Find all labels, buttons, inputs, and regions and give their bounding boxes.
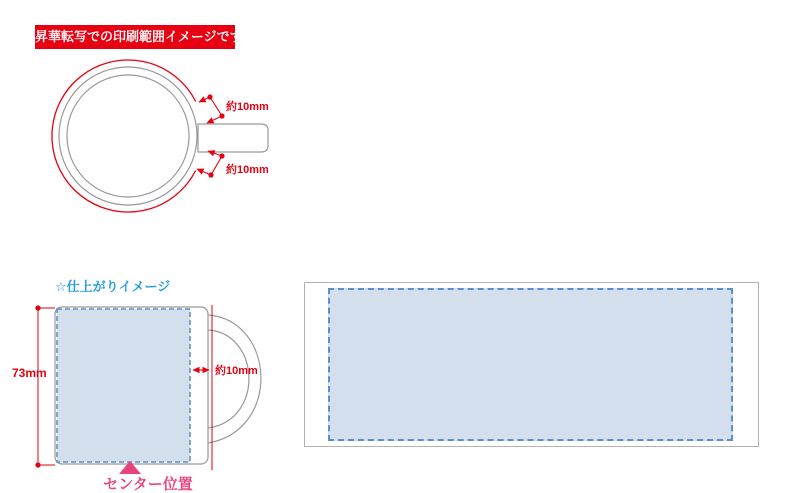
dim-label-top: 約10mm [226, 101, 269, 113]
mug-side-view [10, 275, 290, 493]
height-dimension [12, 305, 55, 467]
header-title: 昇華転写での印刷範囲イメージです [35, 29, 243, 44]
print-area-flat [328, 288, 733, 441]
dim-dot [219, 113, 224, 118]
print-area-side [57, 309, 190, 462]
mug-handle-outer-curve [208, 315, 261, 443]
dimension-marker-bottom [197, 151, 269, 178]
mug-handle-top-view [198, 124, 268, 152]
header-banner [35, 25, 243, 49]
dim-dot [219, 153, 224, 158]
mug-rim-inner [67, 75, 189, 197]
mug-handle-inner-curve [208, 330, 249, 428]
dim-dot [208, 172, 213, 177]
dim-dot [35, 305, 40, 310]
dim-label-bottom: 約10mm [226, 164, 269, 176]
dim-dot [207, 94, 212, 99]
dim-dot [35, 462, 40, 467]
dimension-marker-top [199, 94, 269, 123]
gap-label: 約10mm [215, 365, 258, 377]
finished-image-title: ☆仕上がりイメージ [55, 279, 171, 294]
height-label: 73mm [12, 366, 47, 380]
mug-top-view [30, 50, 290, 230]
center-position-label: センター位置 [103, 476, 193, 493]
flat-template [304, 282, 759, 447]
